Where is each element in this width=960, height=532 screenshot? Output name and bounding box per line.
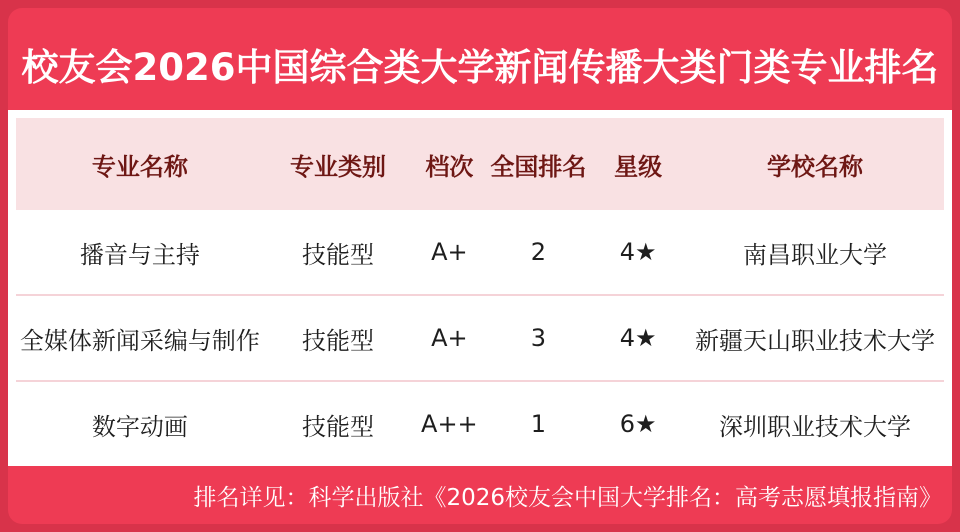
header-cell-category: 专业类别	[290, 152, 386, 181]
table-area	[8, 110, 952, 466]
source-note: 排名详见：科学出版社《2026校友会中国大学排名：高考志愿填报指南》	[193, 484, 942, 511]
header-cell-stars: 星级	[614, 152, 663, 181]
cell-rank: 3	[530, 324, 547, 352]
cell-school: 南昌职业大学	[742, 240, 887, 269]
cell-category: 技能型	[302, 412, 374, 441]
cell-grade: A+	[431, 324, 468, 352]
cell-rank: 2	[530, 238, 547, 266]
page-title: 校友会2026中国综合类大学新闻传播大类门类专业排名	[21, 46, 939, 89]
cell-school: 深圳职业技术大学	[718, 412, 911, 441]
cell-stars: 4★	[619, 324, 657, 352]
cell-major: 数字动画	[91, 412, 188, 441]
header-cell-grade: 档次	[425, 152, 474, 181]
title-band	[8, 8, 952, 110]
cell-major: 全媒体新闻采编与制作	[19, 326, 260, 355]
cell-stars: 6★	[619, 410, 657, 438]
header-cell-major: 专业名称	[91, 152, 188, 181]
cell-grade: A+	[431, 238, 468, 266]
cell-school: 新疆天山职业技术大学	[694, 326, 935, 355]
header-cell-rank: 全国排名	[490, 152, 587, 181]
footer-band	[8, 466, 952, 524]
cell-category: 技能型	[302, 240, 374, 269]
table-row	[16, 210, 944, 294]
cell-category: 技能型	[302, 326, 374, 355]
header-cell-school: 学校名称	[766, 152, 863, 181]
table-row	[16, 294, 944, 380]
table-header-row	[16, 118, 944, 210]
ranking-card	[8, 8, 952, 524]
cell-rank: 1	[530, 410, 547, 438]
cell-grade: A++	[421, 410, 478, 438]
cell-major: 播音与主持	[79, 240, 200, 269]
table-row	[16, 380, 944, 466]
cell-stars: 4★	[619, 238, 657, 266]
